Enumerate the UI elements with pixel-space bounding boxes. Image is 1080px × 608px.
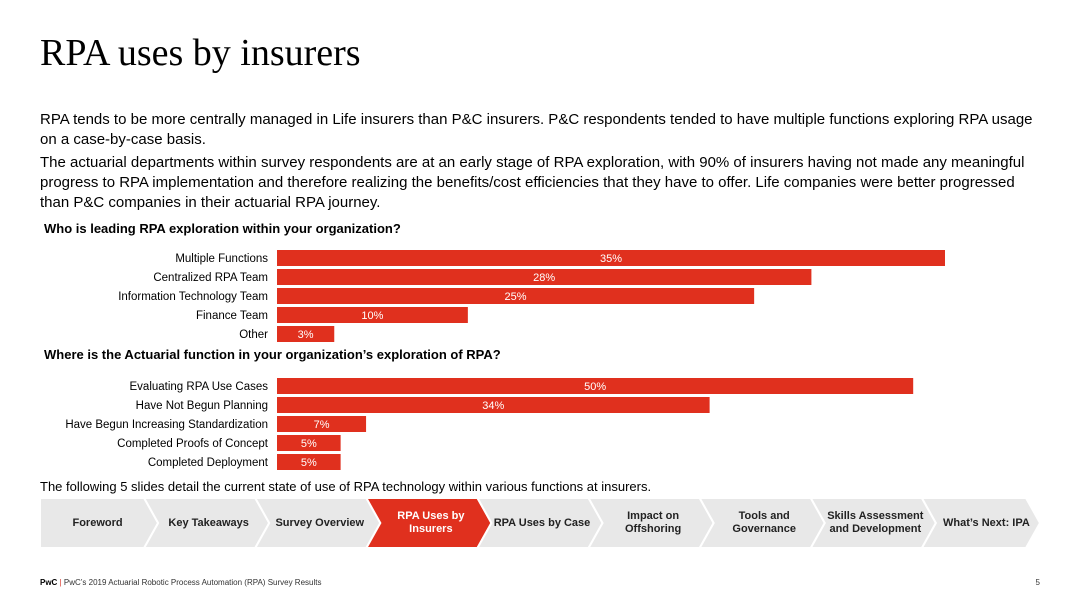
footer-brand: PwC [40,578,58,587]
chart-2-category-label: Evaluating RPA Use Cases [129,381,268,393]
chart-2-title: Where is the Actuarial function in your organization’s exploration of RPA? [44,347,501,362]
nav-item-key-takeaways[interactable]: Key Takeaways [168,516,249,529]
nav-item-rpa-uses-by-case[interactable]: RPA Uses by Case [493,516,591,529]
footer [40,578,321,587]
chart-2-category-label: Completed Deployment [147,457,268,469]
page-number: 5 [1035,578,1040,587]
nav-item-tools-and-governance[interactable]: Tools and Governance [732,510,796,535]
chart-2-actuarial-exploration [0,376,1080,472]
nav-item-foreword[interactable]: Foreword [72,516,123,529]
chart-1-category-label: Other [239,329,268,341]
chart-2-category-label: Have Begun Increasing Standardization [65,419,268,431]
chart-1-value-label: 10% [361,310,384,322]
chart-1-title: Who is leading RPA exploration within your organization? [44,221,401,236]
chart-2-value-label: 34% [482,400,505,412]
slides-footnote: The following 5 slides detail the current state of use of RPA technology within various functions at insurers. [40,479,652,494]
chart-2-value-label: 7% [313,419,330,431]
chart-1-category-label: Finance Team [195,310,268,322]
nav-item-survey-overview[interactable]: Survey Overview [275,516,365,529]
nav-item-skills-assessment-and-development[interactable]: Skills Assessment and Development [827,510,924,535]
nav-item-impact-on-offshoring[interactable]: Impact on Offshoring [624,510,682,535]
chart-1-value-label: 28% [533,272,556,284]
chart-1-value-label: 3% [297,329,314,341]
chart-2-value-label: 5% [300,457,317,469]
chart-1-category-label: Information Technology Team [118,291,268,303]
chart-2-category-label: Have Not Begun Planning [135,400,268,412]
footer-text: PwC’s 2019 Actuarial Robotic Process Automation (RPA) Survey Results [63,578,322,587]
intro-paragraph-2: The actuarial departments within survey respondents are at an early stage of RPA exploration, with 90% of insurers having not made any meaningful progress to RPA implementation and therefore realizing the benefits/cost efficiencies that they have to offer. Life companies were better progressed than P&C companies in their actuarial RPA journey. [40,154,1025,211]
section-navigation [40,498,1040,548]
chart-2-value-label: 5% [300,438,317,450]
chart-1-value-label: 35% [599,253,623,265]
chart-1-category-label: Centralized RPA Team [153,272,268,284]
footer-separator: | [59,578,62,587]
chart-2-category-label: Completed Proofs of Concept [117,438,268,450]
chart-1-leading-rpa [0,248,1080,344]
nav-item-rpa-uses-by-insurers[interactable]: RPA Uses by Insurers [397,510,465,535]
nav-item-what-s-next-ipa[interactable]: What’s Next: IPA [943,516,1030,529]
chart-1-value-label: 25% [504,291,527,303]
chart-2-value-label: 50% [584,381,607,393]
page-title: RPA uses by insurers [40,32,361,74]
intro-paragraph-1: RPA tends to be more centrally managed in Life insurers than P&C insurers. P&C respondents tended to have multiple functions exploring RPA usage on a case-by-case basis. [40,111,1033,148]
chart-1-category-label: Multiple Functions [175,253,268,265]
